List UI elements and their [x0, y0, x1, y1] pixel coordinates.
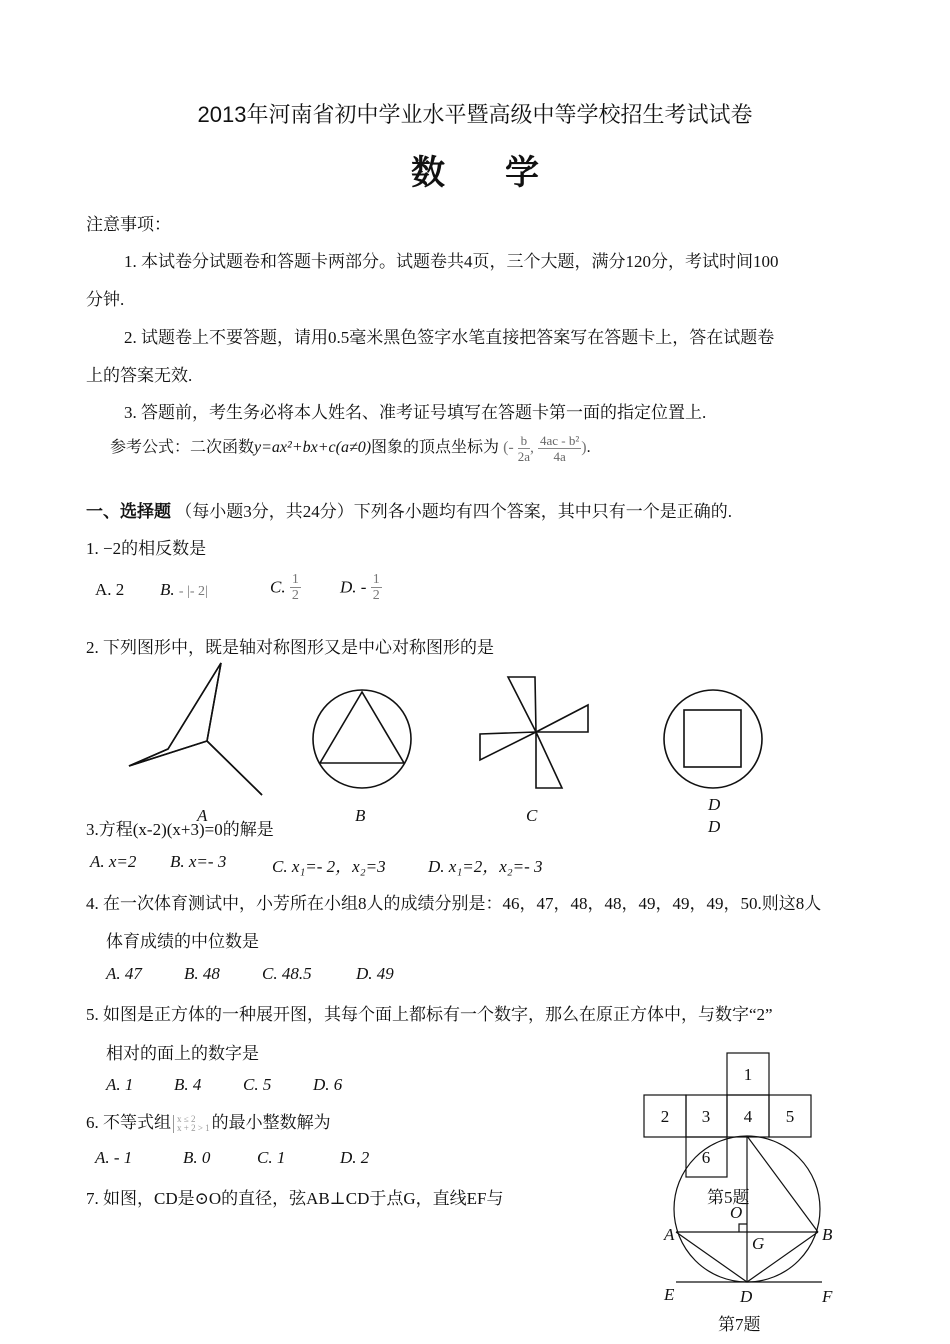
q6-inequality-system: x ≤ 2 x + 2 > 1 — [173, 1115, 210, 1133]
q6-option-d: D. 2 — [340, 1148, 370, 1167]
q4-option-d: D. 49 — [356, 964, 394, 983]
section-1-desc: （每小题3分，共24分）下列各小题均有四个答案，其中只有一个是正确的. — [175, 502, 732, 521]
q2-label-d-duplicate: D — [708, 817, 721, 836]
notice-item-3: 3. 答题前，考生务必将本人姓名、准考证号填写在答题卡第一面的指定位置上. — [124, 403, 707, 422]
q2-figures — [0, 655, 950, 840]
exam-title: 2013年河南省初中学业水平暨高级中等学校招生考试试卷 — [197, 102, 753, 127]
q5-option-d: D. 6 — [313, 1075, 343, 1094]
point-f: F — [822, 1287, 833, 1306]
q4-option-b: B. 48 — [184, 964, 220, 983]
q5-option-a: A. 1 — [106, 1075, 134, 1094]
formula-expression: y=ax²+bx+c(a≠0) — [254, 439, 372, 457]
net-cell-5: 5 — [785, 1107, 795, 1126]
q3-option-c: C. x₁=- 2，x₂=3 — [272, 857, 386, 876]
q3-stem: 3.方程(x-2)(x+3)=0的解是 — [86, 820, 274, 839]
formula-prefix: 参考公式：二次函数 — [110, 439, 255, 457]
notice-item-1-cont: 分钟. — [86, 290, 125, 309]
figure-c-pinwheel — [480, 677, 588, 788]
q2-label-d: D — [708, 795, 721, 814]
q3-option-d: D. x₁=2，x₂=- 3 — [428, 857, 543, 876]
q6-option-a: A. - 1 — [95, 1148, 133, 1167]
point-a: A — [664, 1225, 675, 1244]
notice-item-1: 1. 本试卷分试题卷和答题卡两部分。试题卷共4页，三个大题，满分120分，考试时间100 — [124, 252, 779, 271]
q1-stem: 1. −2的相反数是 — [86, 539, 207, 558]
net-cell-3: 3 — [701, 1107, 711, 1126]
q6-stem: 6. 不等式组 x ≤ 2 x + 2 > 1 的最小整数解为 — [86, 1113, 331, 1134]
q4-stem-cont: 体育成绩的中位数是 — [106, 932, 259, 951]
subject-title: 数学 — [411, 155, 599, 192]
figure-b-triangle — [320, 692, 404, 763]
q2-label-c: C — [526, 806, 538, 825]
q5-stem-cont: 相对的面上的数字是 — [106, 1044, 259, 1063]
q3-option-a: A. x=2 — [90, 852, 137, 871]
notice-item-2-cont: 上的答案无效. — [86, 366, 193, 385]
formula-suffix: 图象的顶点坐标为 — [371, 439, 500, 457]
q7-circle-figure — [650, 1125, 850, 1344]
vertex-y-fraction: $\frac{\text{4ac - b²}}{4a}$ — [540, 433, 580, 464]
q4-option-c: C. 48.5 — [262, 964, 312, 983]
reference-formula: 参考公式：二次函数y=ax²+bx+c(a≠0)图象的顶点坐标为 (- $\frac{b}{2a}$ , $\frac{\text{4ac - b²}}{4a}$ ). — [110, 433, 591, 464]
q2-label-a: A — [197, 806, 208, 825]
notice-item-2: 2. 试题卷上不要答题，请用0.5毫米黑色签字水笔直接把答案写在答题卡上，答在试题卷 — [124, 328, 775, 347]
figure-d-square — [684, 710, 741, 767]
q7-caption: 第7题 — [718, 1315, 761, 1334]
q6-option-c: C. 1 — [257, 1148, 286, 1167]
q4-stem: 4. 在一次体育测试中，小芳所在小组8人的成绩分别是：46，47，48，48，49，49，49，50.则这8人 — [86, 894, 822, 913]
point-e: E — [664, 1285, 675, 1304]
q5-option-b: B. 4 — [174, 1075, 202, 1094]
point-d: D — [740, 1287, 753, 1306]
q7-stem: 7. 如图，CD是⊙O的直径，弦AB⊥CD于点G，直线EF与 — [86, 1189, 504, 1208]
vertex-x-fraction: $\frac{b}{2a}$ — [517, 433, 530, 464]
q5-stem: 5. 如图是正方体的一种展开图，其每个面上都标有一个数字，那么在原正方体中，与数字“2” — [86, 1005, 773, 1024]
section-1-heading: 一、选择题 — [86, 502, 171, 521]
q1-option-d: D. - $\frac{1}{2}$ — [340, 572, 380, 603]
q1-option-c: C. $\frac{1}{2}$ — [270, 572, 299, 603]
q3-option-b: B. x=- 3 — [170, 852, 227, 871]
figure-b-circle — [313, 690, 411, 788]
net-cell-1: 1 — [743, 1065, 753, 1084]
point-g: G — [752, 1234, 765, 1253]
q5-option-c: C. 5 — [243, 1075, 272, 1094]
point-o: O — [730, 1203, 743, 1222]
figure-d-circle — [664, 690, 762, 788]
q2-label-b: B — [355, 806, 366, 825]
net-cell-2: 2 — [660, 1107, 670, 1126]
section-1-header — [86, 497, 732, 522]
point-b: B — [822, 1225, 833, 1244]
net-cell-6: 6 — [701, 1148, 711, 1167]
net-cell-4: 4 — [743, 1107, 753, 1126]
q2-stem: 2. 下列图形中，既是轴对称图形又是中心对称图形的是 — [86, 638, 494, 657]
q6-option-b: B. 0 — [183, 1148, 211, 1167]
notice-heading: 注意事项： — [86, 215, 171, 234]
q1-option-b: B. - |- 2| — [160, 580, 208, 599]
q1-option-a: A. 2 — [95, 580, 125, 599]
q5-caption: 第5题 — [707, 1188, 750, 1207]
q4-option-a: A. 47 — [106, 964, 142, 983]
